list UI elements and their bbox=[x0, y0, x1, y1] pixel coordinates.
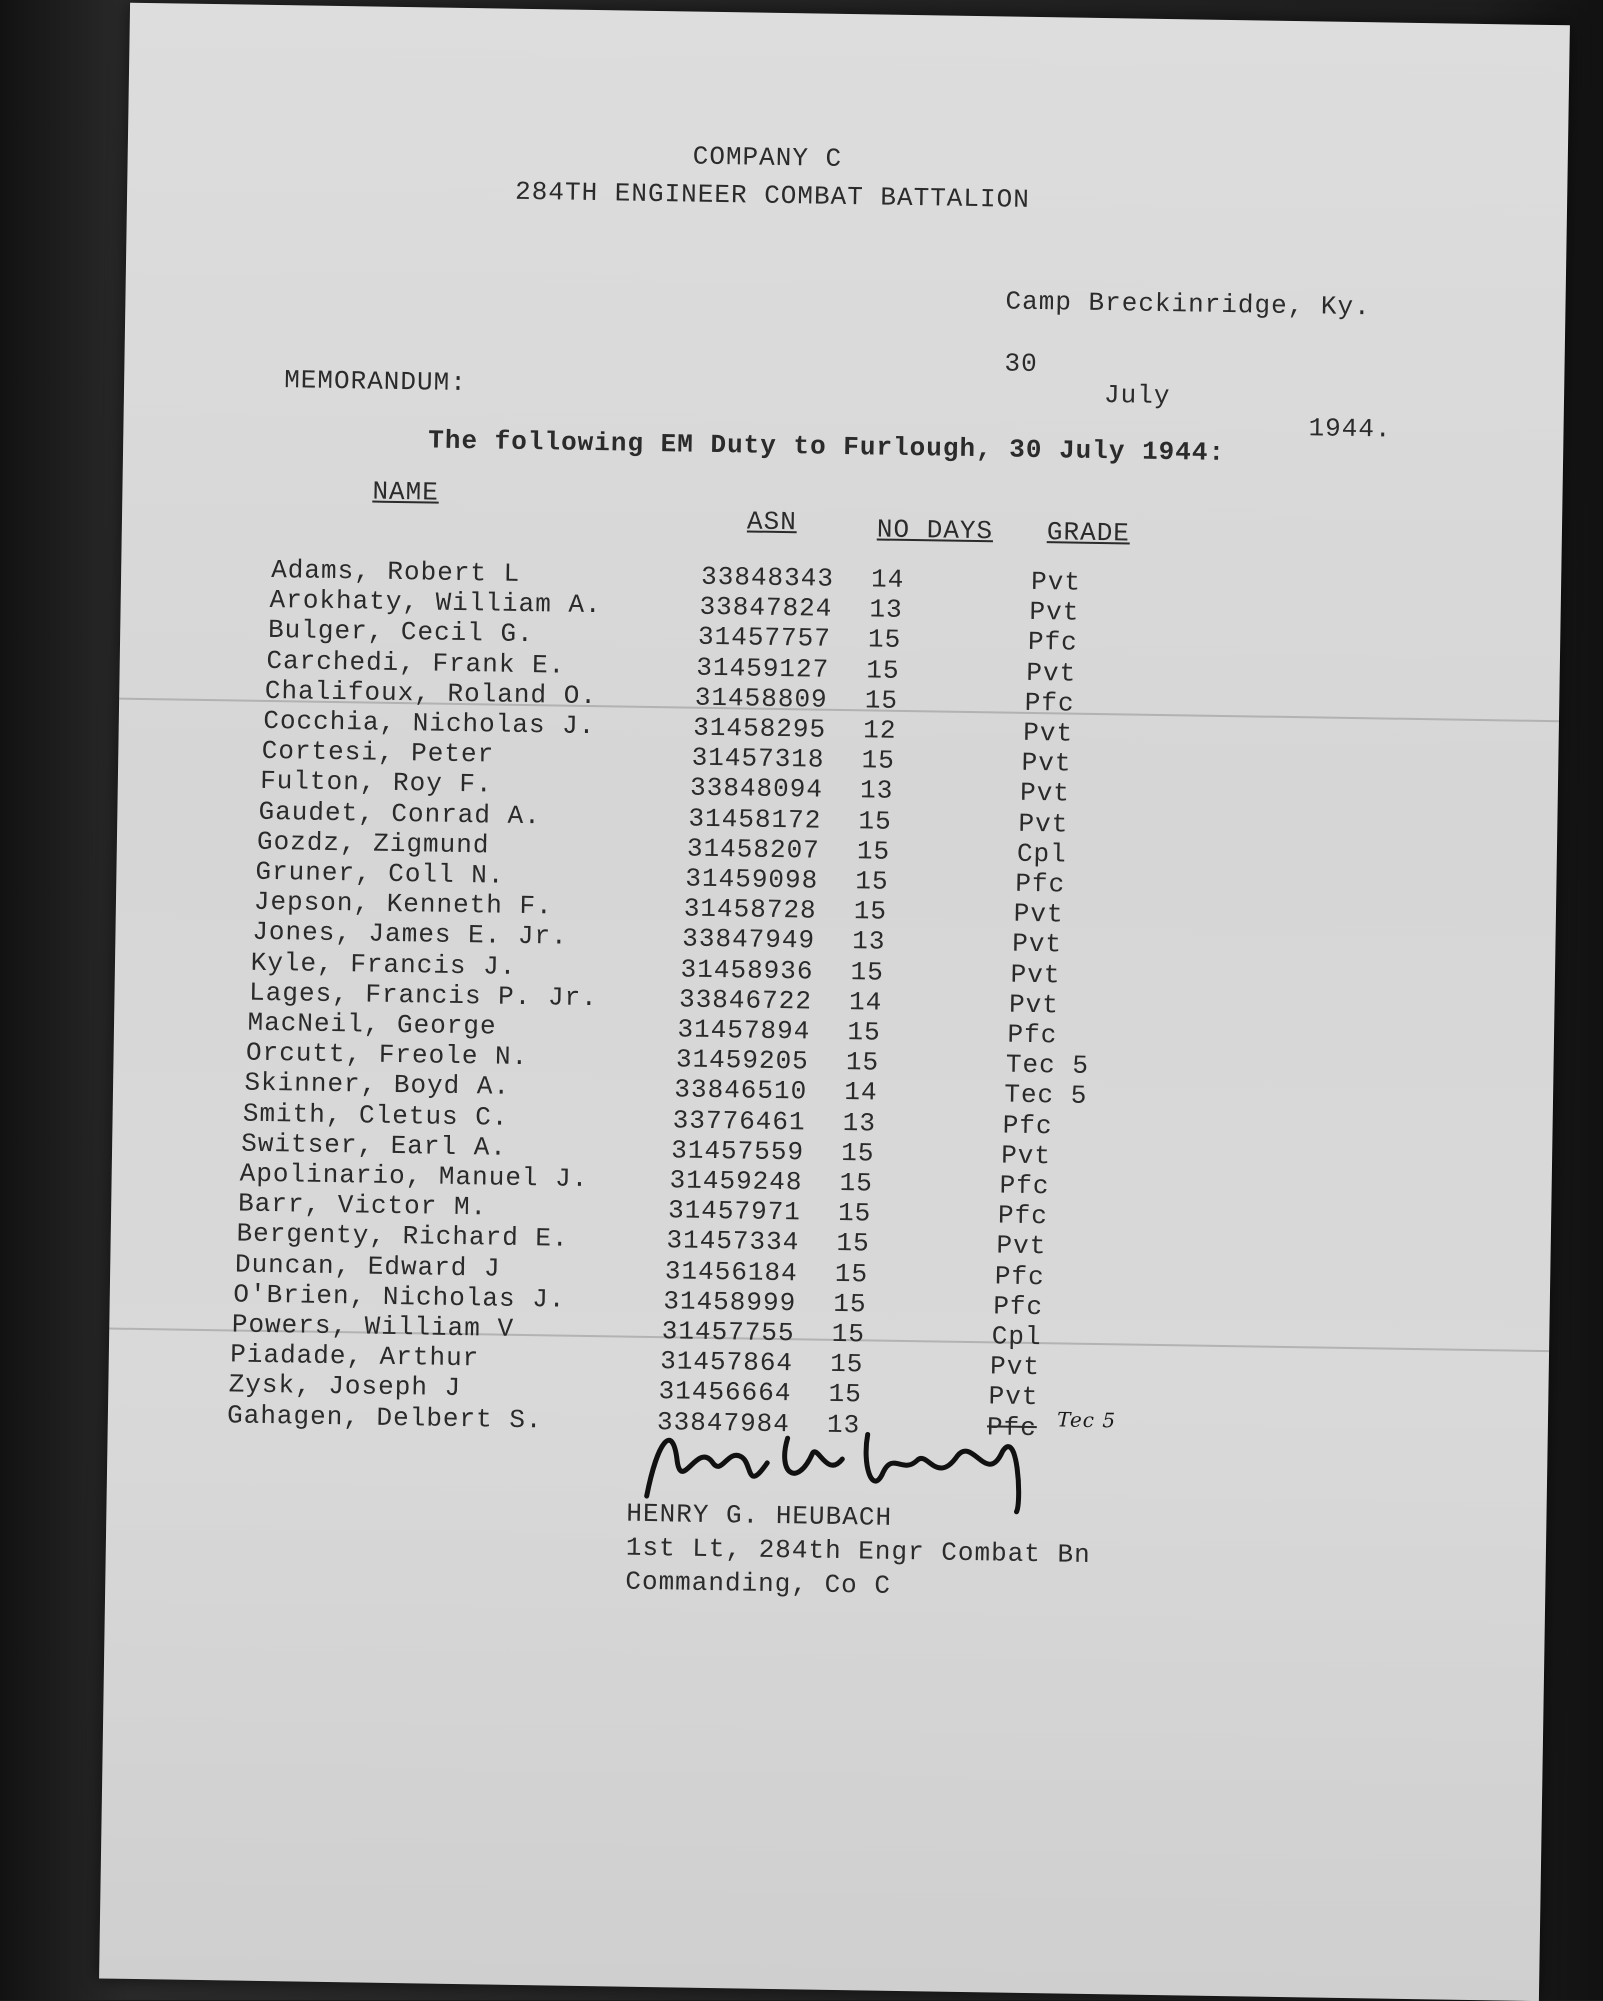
roster-days: 13 bbox=[869, 594, 903, 626]
roster-name: Fulton, Roy F. bbox=[259, 766, 493, 800]
roster-name: Gahagen, Delbert S. bbox=[226, 1399, 543, 1435]
roster-asn: 31459248 bbox=[669, 1165, 803, 1198]
roster-name: Powers, William V bbox=[231, 1309, 515, 1344]
roster-name: Smith, Cletus C. bbox=[242, 1098, 509, 1133]
roster-name: Adams, Robert L bbox=[270, 554, 521, 589]
roster-days: 15 bbox=[853, 896, 888, 927]
roster-days: 15 bbox=[867, 624, 902, 656]
roster-days: 15 bbox=[834, 1258, 869, 1290]
roster-days: 15 bbox=[837, 1198, 872, 1229]
roster-name: Bulger, Cecil G. bbox=[267, 615, 534, 650]
column-header-name: NAME bbox=[372, 476, 440, 508]
memo-page bbox=[99, 3, 1570, 2001]
roster-name: Switser, Earl A. bbox=[241, 1128, 508, 1163]
roster-name: Gaudet, Conrad A. bbox=[258, 796, 542, 831]
roster-grade: Pfc bbox=[1015, 868, 1066, 900]
roster-days: 15 bbox=[850, 956, 885, 988]
roster-grade: Pfc bbox=[986, 1411, 1038, 1443]
roster-asn: 31457318 bbox=[691, 742, 825, 775]
roster-name: Kyle, Francis J. bbox=[250, 947, 517, 982]
roster-grade: Pfc bbox=[994, 1261, 1045, 1292]
location: Camp Breckinridge, Ky. bbox=[1005, 286, 1371, 323]
roster-asn: 33847949 bbox=[682, 923, 816, 956]
roster-name: Carchedi, Frank E. bbox=[266, 645, 566, 681]
roster-days: 15 bbox=[836, 1228, 870, 1259]
roster-asn: 31458728 bbox=[683, 893, 817, 926]
roster-name: Bergenty, Richard E. bbox=[236, 1218, 569, 1255]
roster-days: 14 bbox=[870, 564, 905, 595]
memo-intro: The following EM Duty to Furlough, 30 July 1944: bbox=[428, 425, 1226, 468]
roster-name: Zysk, Joseph J bbox=[228, 1369, 462, 1404]
roster-grade: Tec 5 bbox=[1005, 1049, 1090, 1082]
roster-name: Gozdz, Zigmund bbox=[256, 826, 490, 861]
roster-name: Jones, James E. Jr. bbox=[252, 917, 568, 953]
roster-name: Cortesi, Peter bbox=[261, 736, 495, 770]
roster-days: 13 bbox=[859, 775, 894, 807]
roster-grade: Pvt bbox=[996, 1230, 1047, 1262]
roster-asn: 31458295 bbox=[693, 712, 827, 745]
date-month: July bbox=[1103, 380, 1171, 412]
roster-asn: 33848343 bbox=[700, 561, 835, 594]
roster-days: 15 bbox=[831, 1318, 866, 1350]
roster-asn: 33846510 bbox=[674, 1074, 808, 1107]
roster-grade: Pvt bbox=[1021, 747, 1072, 779]
roster-asn: 31457894 bbox=[677, 1014, 811, 1047]
roster-days: 15 bbox=[847, 1017, 881, 1048]
roster-grade: Pfc bbox=[1024, 687, 1075, 719]
roster-asn: 31457334 bbox=[666, 1225, 800, 1258]
roster-days: 13 bbox=[851, 926, 886, 958]
roster-days: 15 bbox=[828, 1379, 863, 1410]
roster-grade: Pvt bbox=[1013, 898, 1064, 930]
roster-name: MacNeil, George bbox=[247, 1007, 497, 1042]
roster-grade: Pfc bbox=[1027, 627, 1078, 659]
roster-asn: 31457559 bbox=[670, 1135, 805, 1168]
column-header-days: NO DAYS bbox=[876, 514, 994, 547]
roster-name: Jepson, Kenneth F. bbox=[253, 886, 553, 922]
roster-asn: 31456184 bbox=[664, 1255, 798, 1288]
roster-days: 15 bbox=[855, 866, 889, 897]
roster-name: Apolinario, Manuel J. bbox=[239, 1158, 589, 1195]
roster-days: 15 bbox=[839, 1167, 874, 1199]
roster-days: 13 bbox=[842, 1107, 877, 1139]
roster-days: 15 bbox=[833, 1288, 867, 1320]
date-day: 30 bbox=[1004, 348, 1038, 379]
roster-days: 15 bbox=[864, 685, 899, 716]
roster-name: Skinner, Boyd A. bbox=[244, 1068, 511, 1103]
roster-days: 15 bbox=[845, 1047, 880, 1078]
roster-name: Piadade, Arthur bbox=[230, 1339, 480, 1374]
roster-grade: Tec 5 bbox=[1004, 1079, 1088, 1112]
memo-label: MEMORANDUM: bbox=[283, 365, 468, 399]
roster-asn: 31458999 bbox=[663, 1286, 797, 1319]
roster-days: 15 bbox=[829, 1349, 864, 1380]
roster-grade: Pfc bbox=[993, 1291, 1044, 1322]
date-year: 1944. bbox=[1308, 413, 1392, 445]
signer-title: 1st Lt, 284th Engr Combat Bn bbox=[625, 1532, 1091, 1570]
roster-asn: 31457971 bbox=[667, 1195, 802, 1228]
roster-asn: 31458207 bbox=[686, 833, 821, 866]
roster-name: Orcutt, Freole N. bbox=[245, 1037, 529, 1073]
roster-asn: 33848094 bbox=[689, 772, 824, 806]
roster-grade: Pvt bbox=[989, 1351, 1041, 1383]
roster-days: 13 bbox=[826, 1409, 861, 1440]
roster-grade: Pvt bbox=[1022, 717, 1074, 749]
signer-command: Commanding, Co C bbox=[625, 1566, 892, 1601]
column-header-asn: ASN bbox=[746, 506, 798, 538]
signer-name: HENRY G. HEUBACH bbox=[626, 1498, 893, 1533]
column-header-grade: GRADE bbox=[1046, 517, 1131, 549]
roster-grade: Pfc bbox=[1002, 1110, 1053, 1141]
roster-asn: 33847984 bbox=[656, 1406, 791, 1439]
roster-grade: Pvt bbox=[1018, 808, 1069, 840]
roster-asn: 31457755 bbox=[661, 1316, 795, 1349]
roster-grade: Pvt bbox=[1029, 597, 1080, 628]
roster-asn: 31458809 bbox=[694, 682, 828, 715]
roster-name: Cocchia, Nicholas J. bbox=[263, 705, 596, 742]
roster-grade: Pvt bbox=[1011, 929, 1063, 960]
roster-asn: 31457864 bbox=[659, 1346, 794, 1379]
roster-grade-correction: Tec 5 bbox=[1056, 1407, 1117, 1432]
roster-grade: Pfc bbox=[997, 1200, 1049, 1232]
roster-name: Duncan, Edward J bbox=[234, 1249, 501, 1284]
roster-days: 15 bbox=[866, 654, 900, 686]
roster-name: Chalifoux, Roland O. bbox=[264, 675, 598, 711]
roster-days: 12 bbox=[863, 715, 897, 746]
roster-days: 15 bbox=[858, 805, 892, 837]
roster-name: Arokhaty, William A. bbox=[269, 585, 602, 621]
company-heading: COMPANY C bbox=[692, 141, 843, 174]
roster-asn: 31458172 bbox=[688, 803, 822, 836]
roster-days: 14 bbox=[848, 986, 883, 1018]
roster-grade: Pfc bbox=[1007, 1019, 1058, 1051]
roster-grade: Pvt bbox=[1000, 1140, 1052, 1172]
roster-asn: 33776461 bbox=[672, 1104, 806, 1138]
roster-name: Lages, Francis P. Jr. bbox=[248, 977, 598, 1013]
battalion-heading: 284TH ENGINEER COMBAT BATTALION bbox=[514, 176, 1031, 215]
roster-days: 15 bbox=[840, 1137, 875, 1169]
roster-asn: 31459098 bbox=[685, 863, 819, 896]
roster-asn: 33846722 bbox=[678, 984, 813, 1017]
roster-name: Gruner, Coll N. bbox=[255, 856, 505, 891]
roster-grade: Cpl bbox=[1016, 838, 1067, 870]
roster-grade: Pvt bbox=[1008, 989, 1060, 1021]
roster-grade: Cpl bbox=[991, 1321, 1042, 1353]
roster-grade: Pvt bbox=[1010, 959, 1061, 991]
roster-asn: 31459127 bbox=[696, 652, 830, 685]
roster-asn: 31457757 bbox=[697, 622, 832, 655]
roster-days: 14 bbox=[844, 1077, 878, 1108]
roster-days: 15 bbox=[856, 836, 891, 867]
roster-asn: 31458936 bbox=[680, 954, 814, 987]
roster-asn: 33847824 bbox=[699, 591, 833, 624]
roster-grade: Pfc bbox=[999, 1170, 1050, 1202]
roster-grade: Pvt bbox=[1030, 566, 1082, 598]
roster-grade: Pvt bbox=[1019, 778, 1071, 809]
roster-asn: 31459205 bbox=[675, 1044, 809, 1077]
roster-grade: Pvt bbox=[1026, 657, 1077, 689]
roster-grade: Pvt bbox=[988, 1381, 1039, 1413]
roster-name: Barr, Victor M. bbox=[237, 1188, 488, 1223]
roster-name: O'Brien, Nicholas J. bbox=[233, 1279, 566, 1315]
roster-days: 15 bbox=[861, 745, 896, 776]
roster-asn: 31456664 bbox=[658, 1376, 792, 1409]
